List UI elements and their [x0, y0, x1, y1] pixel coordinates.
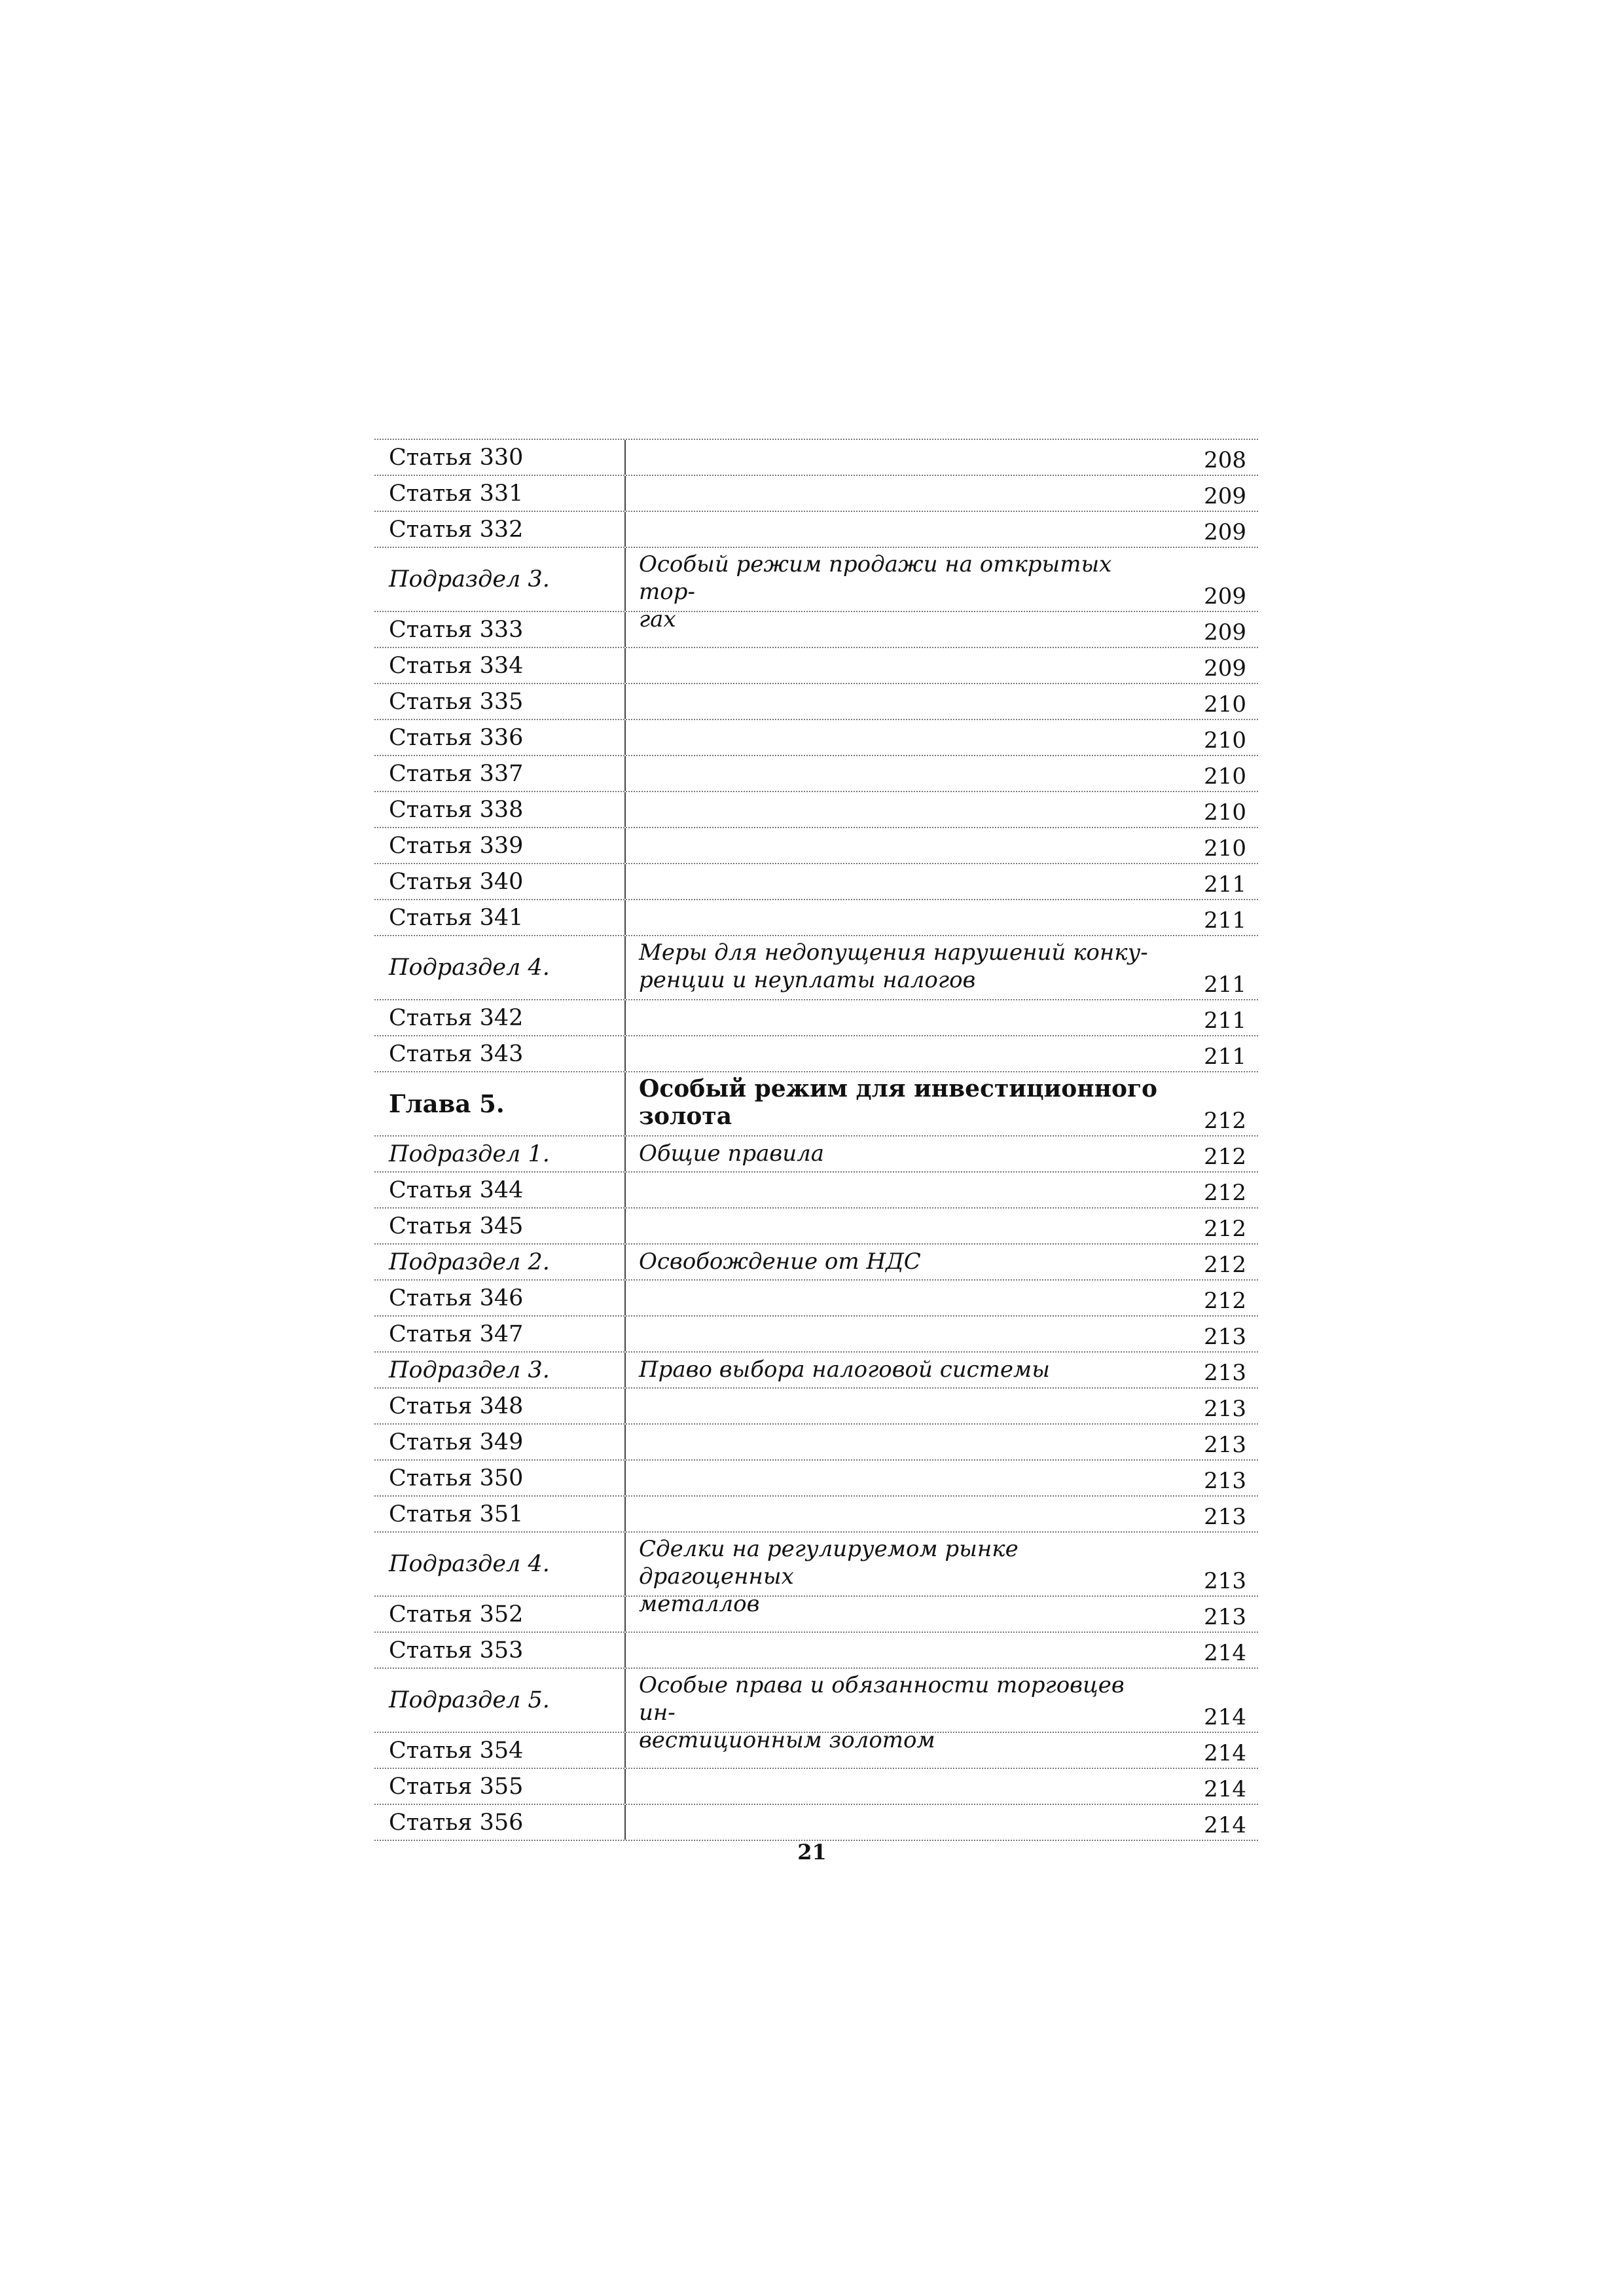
toc-article-row [374, 756, 1258, 792]
toc-entry-title [626, 864, 1173, 899]
toc-entry-page: 211 [1204, 871, 1246, 898]
toc-entry-title: Особые права и обязанности торговцев ин- вестиционным золотом [639, 1672, 1125, 1753]
toc-article-row [374, 1461, 1258, 1497]
page-number: 21 [797, 1840, 827, 1865]
toc-entry-title: Общие правила [639, 1140, 825, 1167]
toc-entry-page: 212 [1204, 1108, 1246, 1134]
toc-entry-label: Статья 341 [374, 900, 626, 935]
toc-entry-title [626, 1805, 1173, 1840]
toc-entry-page: 210 [1204, 691, 1246, 718]
toc-entry-label: Статья 340 [374, 864, 626, 899]
toc-entry-title [626, 1000, 1173, 1035]
toc-entry-title: Особый режим продажи на открытых тор- гах [639, 551, 1112, 632]
toc-entry-title [626, 756, 1173, 791]
toc-subsection-row [374, 936, 1258, 1000]
toc-article-row [374, 1000, 1258, 1036]
toc-article-row [374, 1317, 1258, 1353]
toc-article-row [374, 864, 1258, 900]
toc-entry-page: 210 [1204, 799, 1246, 826]
toc-entry-label: Статья 334 [374, 648, 626, 683]
toc-article-row [374, 1805, 1258, 1841]
toc-entry-label: Подраздел 4. [374, 1533, 626, 1595]
toc-entry-label: Статья 336 [374, 720, 626, 755]
toc-entry-title [626, 1733, 1173, 1768]
toc-entry-label: Статья 353 [374, 1633, 626, 1667]
toc-entry-title [626, 1036, 1173, 1071]
toc-entry-label: Подраздел 3. [374, 1353, 626, 1387]
toc-entry-label: Статья 343 [374, 1036, 626, 1071]
toc-entry-label: Статья 331 [374, 476, 626, 511]
toc-entry-label: Подраздел 4. [374, 936, 626, 999]
toc-entry-title [626, 1497, 1173, 1531]
toc-entry-label: Статья 346 [374, 1281, 626, 1315]
toc-entry-page: 213 [1204, 1604, 1246, 1630]
toc-entry-label: Статья 338 [374, 792, 626, 827]
toc-article-row [374, 1497, 1258, 1533]
toc-entry-label: Подраздел 3. [374, 548, 626, 611]
toc-article-row [374, 1597, 1258, 1633]
toc-entry-label: Статья 333 [374, 612, 626, 647]
toc-entry-page: 212 [1204, 1252, 1246, 1278]
toc-entry-page: 213 [1204, 1504, 1246, 1530]
toc-article-row [374, 440, 1258, 476]
toc-article-row [374, 684, 1258, 720]
toc-article-row [374, 1209, 1258, 1245]
toc-entry-title [626, 512, 1173, 547]
toc-entry-title: Освобождение от НДС [639, 1248, 921, 1275]
toc-entry-title [626, 1317, 1173, 1351]
toc-entry-label: Подраздел 5. [374, 1669, 626, 1732]
toc-entry-page: 214 [1204, 1812, 1246, 1838]
toc-entry-label: Статья 339 [374, 828, 626, 863]
toc-entry-page: 209 [1204, 583, 1246, 610]
toc-entry-page: 211 [1204, 907, 1246, 934]
toc-entry-label: Статья 330 [374, 440, 626, 475]
toc-entry-title [626, 792, 1173, 827]
toc-entry-page: 210 [1204, 727, 1246, 754]
toc-entry-label: Подраздел 2. [374, 1245, 626, 1279]
toc-entry-title [626, 1461, 1173, 1495]
toc-entry-title [626, 648, 1173, 683]
toc-entry-title [626, 440, 1173, 475]
toc-entry-label: Статья 348 [374, 1389, 626, 1423]
toc-article-row [374, 1281, 1258, 1317]
toc-entry-label: Статья 332 [374, 512, 626, 547]
toc-entry-label: Статья 337 [374, 756, 626, 791]
toc-entry-title [626, 720, 1173, 755]
toc-entry-title [626, 1173, 1173, 1207]
toc-entry-label: Статья 344 [374, 1173, 626, 1207]
toc-article-row [374, 512, 1258, 548]
toc-entry-page: 214 [1204, 1740, 1246, 1766]
toc-entry-label: Статья 347 [374, 1317, 626, 1351]
toc-entry-label: Статья 345 [374, 1209, 626, 1243]
toc-entry-title: Сделки на регулируемом рынке драгоценных металлов [639, 1536, 1019, 1617]
toc-entry-page: 212 [1204, 1180, 1246, 1206]
toc-entry-title [626, 900, 1173, 935]
toc-entry-page: 211 [1204, 1008, 1246, 1034]
toc-entry-label: Статья 335 [374, 684, 626, 719]
toc-entry-page: 213 [1204, 1568, 1246, 1594]
toc-entry-page: 214 [1204, 1776, 1246, 1802]
toc-entry-label: Статья 356 [374, 1805, 626, 1840]
toc-entry-label: Статья 351 [374, 1497, 626, 1531]
toc-entry-title [626, 476, 1173, 511]
toc-entry-title [626, 828, 1173, 863]
toc-entry-page: 213 [1204, 1324, 1246, 1350]
toc-subsection-row [374, 1137, 1258, 1173]
toc-entry-label: Глава 5. [374, 1072, 626, 1135]
toc-entry-page: 209 [1204, 519, 1246, 545]
toc-article-row [374, 648, 1258, 684]
toc-entry-label: Подраздел 1. [374, 1137, 626, 1171]
toc-entry-page: 212 [1204, 1144, 1246, 1170]
toc-entry-title: Право выбора налоговой системы [639, 1357, 1050, 1383]
toc-entry-label: Статья 352 [374, 1597, 626, 1631]
toc-entry-label: Статья 342 [374, 1000, 626, 1035]
toc-article-row [374, 792, 1258, 828]
toc-subsection-row [374, 1245, 1258, 1281]
toc-entry-title [626, 684, 1173, 719]
toc-entry-page: 209 [1204, 483, 1246, 509]
toc-entry-page: 210 [1204, 763, 1246, 790]
toc-entry-page: 209 [1204, 655, 1246, 682]
toc-entry-page: 213 [1204, 1360, 1246, 1386]
table-of-contents [374, 439, 1258, 1841]
toc-entry-title [626, 1597, 1173, 1631]
toc-entry-title: Меры для недопущения нарушений конку- ренции и неуплаты налогов [639, 939, 1148, 993]
toc-entry-label: Статья 350 [374, 1461, 626, 1495]
toc-article-row [374, 1425, 1258, 1461]
toc-entry-title [626, 612, 1173, 647]
toc-entry-title [626, 1769, 1173, 1804]
toc-article-row [374, 1389, 1258, 1425]
toc-entry-page: 208 [1204, 447, 1246, 473]
toc-article-row [374, 1633, 1258, 1669]
toc-entry-page: 211 [1204, 972, 1246, 998]
toc-chapter-row [374, 1072, 1258, 1137]
toc-entry-label: Статья 349 [374, 1425, 626, 1459]
toc-entry-page: 211 [1204, 1044, 1246, 1070]
toc-article-row [374, 1769, 1258, 1805]
toc-entry-page: 213 [1204, 1468, 1246, 1494]
toc-entry-title [626, 1209, 1173, 1243]
toc-article-row [374, 612, 1258, 648]
toc-entry-page: 212 [1204, 1216, 1246, 1242]
toc-article-row [374, 1173, 1258, 1209]
toc-entry-page: 209 [1204, 619, 1246, 646]
toc-article-row [374, 900, 1258, 936]
toc-entry-title [626, 1281, 1173, 1315]
toc-article-row [374, 1036, 1258, 1072]
toc-article-row [374, 1733, 1258, 1769]
toc-entry-label: Статья 355 [374, 1769, 626, 1804]
toc-entry-title [626, 1633, 1173, 1667]
toc-entry-page: 213 [1204, 1432, 1246, 1458]
toc-entry-title: Особый режим для инвестиционного золота [639, 1075, 1158, 1130]
toc-article-row [374, 720, 1258, 756]
toc-entry-label: Статья 354 [374, 1733, 626, 1768]
toc-entry-page: 214 [1204, 1640, 1246, 1666]
toc-entry-page: 213 [1204, 1396, 1246, 1422]
toc-entry-title [626, 1425, 1173, 1459]
toc-entry-title [626, 1389, 1173, 1423]
toc-entry-page: 212 [1204, 1288, 1246, 1314]
toc-article-row [374, 476, 1258, 512]
toc-entry-page: 210 [1204, 835, 1246, 862]
toc-entry-page: 214 [1204, 1704, 1246, 1730]
toc-subsection-row [374, 1353, 1258, 1389]
toc-article-row [374, 828, 1258, 864]
